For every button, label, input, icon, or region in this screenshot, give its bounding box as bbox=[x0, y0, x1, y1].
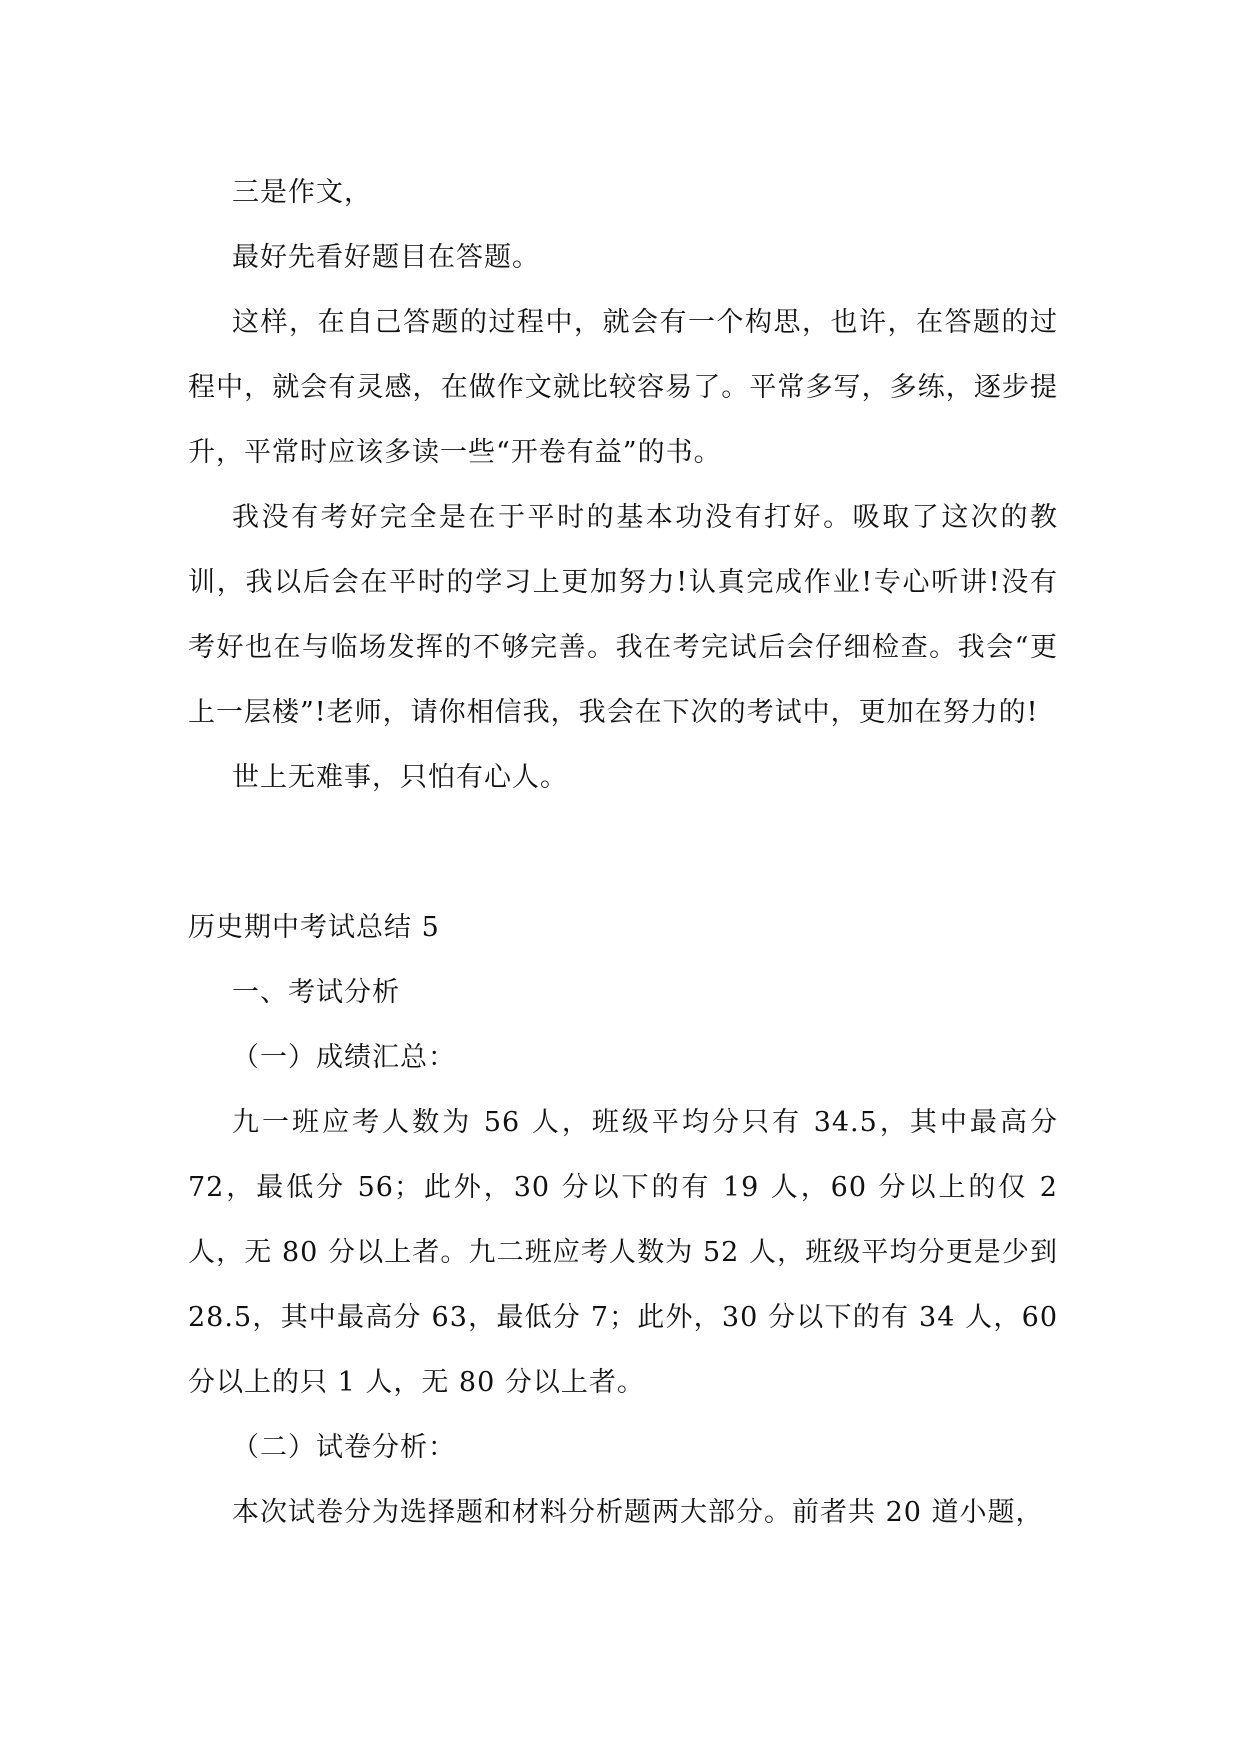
paragraph-exam-analysis-heading: 一、考试分析 bbox=[232, 977, 400, 1008]
paragraph-closing-proverb: 世上无难事，只怕有心人。 bbox=[232, 762, 568, 793]
paragraph-score-summary-heading: （一）成绩汇总： bbox=[232, 1042, 456, 1073]
paragraph-paper-analysis-heading: （二）试卷分析： bbox=[232, 1432, 456, 1463]
paragraph-self-reflection: 我没有考好完全是在于平时的基本功没有打好。吸取了这次的教训，我以后会在平时的学习上更加努力!认真完成作业!专心听讲!没有考好也在与临场发挥的不够完善。我在考完试后会仔细检查。我会“更上一层楼”!老师，请你相信我，我会在下次的考试中，更加在努力的! bbox=[188, 502, 1058, 728]
paragraph-score-summary: 九一班应考人数为 56 人，班级平均分只有 34.5，其中最高分 72，最低分 56；此外，30 分以下的有 19 人，60 分以上的仅 2 人，无 80 分以上者。九二班应考人数为 52 人，班级平均分更是少到 28.5，其中最高分 63，最低分 7；此外，30 分以下的有 34 人，60 分以上的只 1 人，无 80 分以上者。 bbox=[188, 1107, 1058, 1398]
paragraph-read-question-first: 最好先看好题目在答题。 bbox=[232, 242, 540, 273]
document-body bbox=[188, 160, 1058, 1545]
paragraph-paper-structure: 本次试卷分为选择题和材料分析题两大部分。前者共 20 道小题， bbox=[232, 1497, 1044, 1528]
paragraph-answering-process: 这样，在自己答题的过程中，就会有一个构思，也许，在答题的过程中，就会有灵感，在做作文就比较容易了。平常多写，多练，逐步提升，平常时应该多读一些“开卷有益”的书。 bbox=[188, 307, 1058, 468]
section-title: 历史期中考试总结 5 bbox=[188, 912, 440, 943]
paragraph-composition-point: 三是作文， bbox=[232, 177, 372, 208]
